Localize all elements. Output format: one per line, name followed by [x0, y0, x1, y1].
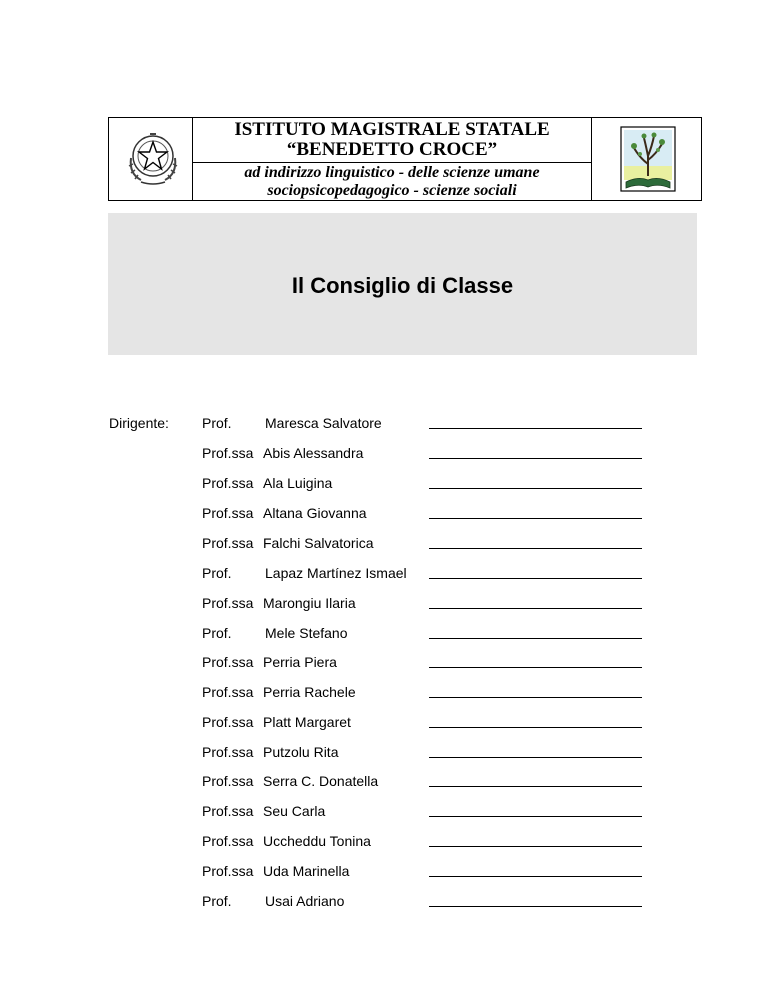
- member-prefix: Prof.: [202, 625, 232, 641]
- member-name: Mele Stefano: [265, 625, 348, 641]
- member-name: Platt Margaret: [263, 714, 351, 730]
- title-banner: [108, 213, 697, 355]
- signature-line: [429, 608, 642, 609]
- member-prefix: Prof.ssa: [202, 535, 254, 551]
- member-prefix: Prof.ssa: [202, 744, 254, 760]
- member-name: Serra C. Donatella: [263, 773, 379, 789]
- member-name: Usai Adriano: [265, 893, 345, 909]
- member-name: Perria Piera: [263, 654, 337, 670]
- signature-line: [429, 727, 642, 728]
- member-row: [0, 535, 768, 555]
- member-prefix: Prof.ssa: [202, 714, 254, 730]
- school-subtitle-line1: ad indirizzo linguistico - delle scienze umane: [244, 164, 540, 181]
- school-name: [193, 120, 591, 160]
- page-title: Il Consiglio di Classe: [291, 273, 514, 298]
- signature-line: [429, 428, 642, 429]
- school-subtitle-line2: sociopsicopedagogico - scienze sociali: [267, 182, 517, 199]
- signature-line: [429, 667, 642, 668]
- member-name: Marongiu Ilaria: [263, 595, 356, 611]
- member-row: [0, 714, 768, 734]
- signature-line: [429, 906, 642, 907]
- member-row: [0, 833, 768, 853]
- member-name: Perria Rachele: [263, 684, 356, 700]
- member-name: Seu Carla: [263, 803, 326, 819]
- tree-book-logo-icon: [620, 126, 676, 192]
- school-name-line1: ISTITUTO MAGISTRALE STATALE: [234, 119, 550, 140]
- school-header: [108, 117, 702, 201]
- member-row: [0, 803, 768, 823]
- signature-line: [429, 816, 642, 817]
- republic-emblem-icon: [123, 128, 183, 188]
- member-prefix: Prof.ssa: [202, 475, 254, 491]
- member-prefix: Prof.ssa: [202, 803, 254, 819]
- member-row: [0, 415, 768, 435]
- member-name: Falchi Salvatorica: [263, 535, 374, 551]
- member-name: Abis Alessandra: [263, 445, 364, 461]
- emblem-cell: [109, 118, 193, 200]
- signature-line: [429, 578, 642, 579]
- member-row: [0, 595, 768, 615]
- member-name: Ala Luigina: [263, 475, 333, 491]
- member-prefix: Prof.: [202, 893, 232, 909]
- signature-line: [429, 876, 642, 877]
- member-prefix: Prof.ssa: [202, 505, 254, 521]
- member-name: Putzolu Rita: [263, 744, 339, 760]
- signature-line: [429, 518, 642, 519]
- signature-line: [429, 638, 642, 639]
- member-prefix: Prof.ssa: [202, 833, 254, 849]
- member-row: [0, 684, 768, 704]
- logo-cell: [591, 118, 701, 200]
- signature-line: [429, 757, 642, 758]
- member-name: Uda Marinella: [263, 863, 350, 879]
- member-prefix: Prof.ssa: [202, 445, 254, 461]
- member-row: [0, 625, 768, 645]
- member-name: Uccheddu Tonina: [263, 833, 371, 849]
- member-name: Altana Giovanna: [263, 505, 367, 521]
- member-name: Lapaz Martínez Ismael: [265, 565, 407, 581]
- member-row: [0, 654, 768, 674]
- school-title-cell: [193, 118, 591, 200]
- member-row: [0, 893, 768, 913]
- header-divider: [193, 162, 591, 163]
- member-row: [0, 445, 768, 465]
- member-row: [0, 565, 768, 585]
- member-row: [0, 505, 768, 525]
- school-subtitle: [193, 164, 591, 200]
- member-name: Maresca Salvatore: [265, 415, 382, 431]
- dirigente-label: Dirigente:: [109, 415, 169, 431]
- member-prefix: Prof.ssa: [202, 863, 254, 879]
- school-name-line2: “BENEDETTO CROCE”: [286, 139, 498, 160]
- member-prefix: Prof.ssa: [202, 595, 254, 611]
- member-row: [0, 744, 768, 764]
- member-row: [0, 475, 768, 495]
- signature-line: [429, 488, 642, 489]
- signature-line: [429, 548, 642, 549]
- member-row: [0, 863, 768, 883]
- member-prefix: Prof.ssa: [202, 654, 254, 670]
- member-prefix: Prof.ssa: [202, 773, 254, 789]
- signature-line: [429, 786, 642, 787]
- member-prefix: Prof.: [202, 565, 232, 581]
- member-prefix: Prof.: [202, 415, 232, 431]
- signature-line: [429, 697, 642, 698]
- member-prefix: Prof.ssa: [202, 684, 254, 700]
- signature-line: [429, 458, 642, 459]
- signature-line: [429, 846, 642, 847]
- member-row: [0, 773, 768, 793]
